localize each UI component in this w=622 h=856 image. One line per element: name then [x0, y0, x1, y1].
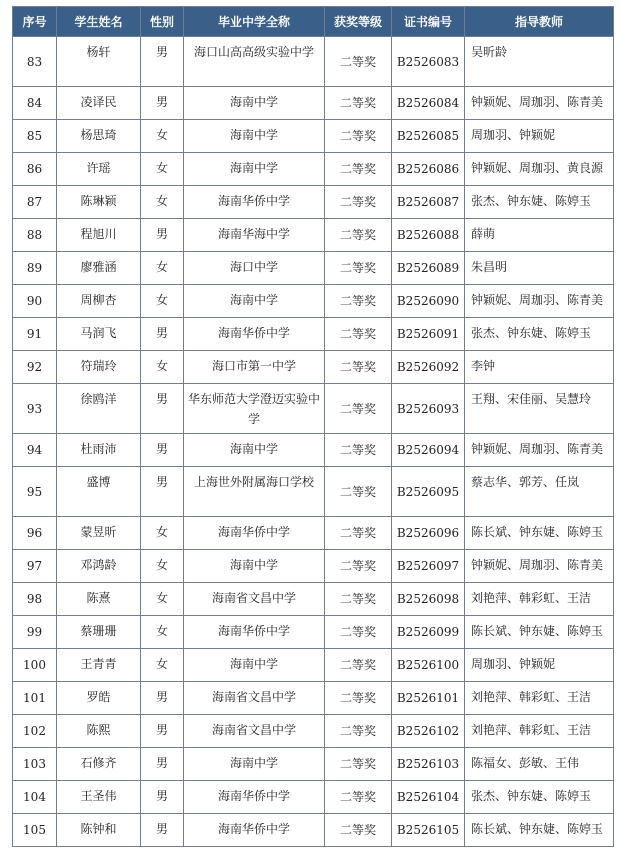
cell-no: 90: [13, 285, 57, 318]
award-table: [12, 6, 614, 847]
cell-teacher: 钟颖妮、周珈羽、陈青美: [465, 434, 614, 467]
cell-teacher: 陈福女、彭敏、王伟: [465, 748, 614, 781]
cell-no: 83: [13, 37, 57, 87]
cell-teacher: 朱昌明: [465, 252, 614, 285]
cell-gender: 男: [141, 219, 184, 252]
cell-no: 97: [13, 550, 57, 583]
cell-cert: B2526105: [392, 814, 465, 847]
cell-no: 102: [13, 715, 57, 748]
cell-award: 二等奖: [325, 120, 392, 153]
cell-name: 陈钟和: [57, 814, 141, 847]
cell-gender: 男: [141, 384, 184, 434]
cell-teacher: 李钟: [465, 351, 614, 384]
cell-no: 103: [13, 748, 57, 781]
cell-gender: 女: [141, 550, 184, 583]
cell-award: 二等奖: [325, 318, 392, 351]
cell-teacher: 王翔、宋佳丽、吴慧玲: [465, 384, 614, 434]
cell-gender: 女: [141, 285, 184, 318]
cell-no: 92: [13, 351, 57, 384]
cell-gender: 男: [141, 814, 184, 847]
header-award: 获奖等级: [325, 7, 392, 37]
header-name: 学生姓名: [57, 7, 141, 37]
cell-school: 海口中学: [184, 252, 325, 285]
cell-school: 海南省文昌中学: [184, 583, 325, 616]
cell-school: 海南中学: [184, 434, 325, 467]
table-row: [13, 550, 614, 583]
cell-teacher: 陈长斌、钟东婕、陈婷玉: [465, 814, 614, 847]
cell-teacher: 刘艳萍、韩彩虹、王洁: [465, 715, 614, 748]
cell-cert: B2526097: [392, 550, 465, 583]
cell-gender: 男: [141, 434, 184, 467]
cell-name: 盛博: [57, 467, 141, 517]
cell-award: 二等奖: [325, 814, 392, 847]
cell-gender: 男: [141, 715, 184, 748]
cell-no: 85: [13, 120, 57, 153]
cell-award: 二等奖: [325, 550, 392, 583]
table-row: [13, 467, 614, 517]
cell-cert: B2526094: [392, 434, 465, 467]
cell-name: 陈熹: [57, 583, 141, 616]
cell-school: 海南华侨中学: [184, 814, 325, 847]
cell-name: 王青青: [57, 649, 141, 682]
cell-no: 96: [13, 517, 57, 550]
cell-award: 二等奖: [325, 87, 392, 120]
table-row: [13, 616, 614, 649]
cell-cert: B2526084: [392, 87, 465, 120]
cell-name: 凌译民: [57, 87, 141, 120]
cell-school: 海南中学: [184, 649, 325, 682]
cell-no: 105: [13, 814, 57, 847]
header-gender: 性别: [141, 7, 184, 37]
cell-award: 二等奖: [325, 715, 392, 748]
cell-school: 海南中学: [184, 748, 325, 781]
cell-name: 周柳杏: [57, 285, 141, 318]
cell-cert: B2526100: [392, 649, 465, 682]
cell-teacher: 钟颖妮、周珈羽、陈青美: [465, 550, 614, 583]
table-row: [13, 252, 614, 285]
cell-teacher: 刘艳萍、韩彩虹、王洁: [465, 583, 614, 616]
cell-cert: B2526099: [392, 616, 465, 649]
cell-teacher: 薛萌: [465, 219, 614, 252]
cell-no: 87: [13, 186, 57, 219]
table-row: [13, 285, 614, 318]
cell-name: 杨思琦: [57, 120, 141, 153]
cell-school: 华东师范大学澄迈实验中学: [184, 384, 325, 434]
table-row: [13, 748, 614, 781]
cell-school: 海口市第一中学: [184, 351, 325, 384]
table-row: [13, 384, 614, 434]
cell-gender: 女: [141, 583, 184, 616]
table-row: [13, 583, 614, 616]
cell-teacher: 张杰、钟东婕、陈婷玉: [465, 781, 614, 814]
cell-school: 海南华侨中学: [184, 616, 325, 649]
cell-cert: B2526083: [392, 37, 465, 87]
table-row: [13, 351, 614, 384]
cell-award: 二等奖: [325, 467, 392, 517]
cell-gender: 男: [141, 318, 184, 351]
cell-gender: 男: [141, 37, 184, 87]
cell-teacher: 钟颖妮、周珈羽、陈青美: [465, 285, 614, 318]
cell-name: 程旭川: [57, 219, 141, 252]
table-row: [13, 517, 614, 550]
cell-cert: B2526101: [392, 682, 465, 715]
cell-gender: 女: [141, 186, 184, 219]
table-row: [13, 682, 614, 715]
cell-award: 二等奖: [325, 616, 392, 649]
cell-no: 95: [13, 467, 57, 517]
cell-no: 104: [13, 781, 57, 814]
cell-school: 海南中学: [184, 285, 325, 318]
cell-cert: B2526088: [392, 219, 465, 252]
cell-gender: 女: [141, 252, 184, 285]
cell-teacher: 钟颖妮、周珈羽、陈青美: [465, 87, 614, 120]
cell-cert: B2526096: [392, 517, 465, 550]
cell-award: 二等奖: [325, 351, 392, 384]
cell-cert: B2526104: [392, 781, 465, 814]
header-school: 毕业中学全称: [184, 7, 325, 37]
cell-cert: B2526086: [392, 153, 465, 186]
cell-name: 陈琳颖: [57, 186, 141, 219]
cell-no: 93: [13, 384, 57, 434]
cell-award: 二等奖: [325, 748, 392, 781]
table-row: [13, 318, 614, 351]
cell-gender: 男: [141, 467, 184, 517]
table-row: [13, 87, 614, 120]
cell-school: 海南华侨中学: [184, 186, 325, 219]
cell-name: 徐鸥洋: [57, 384, 141, 434]
cell-award: 二等奖: [325, 781, 392, 814]
header-teacher: 指导教师: [465, 7, 614, 37]
header-row: [13, 7, 614, 37]
cell-teacher: 周珈羽、钟颖妮: [465, 120, 614, 153]
table-row: [13, 781, 614, 814]
cell-school: 海南省文昌中学: [184, 682, 325, 715]
cell-school: 上海世外附属海口学校: [184, 467, 325, 517]
cell-cert: B2526085: [392, 120, 465, 153]
cell-no: 84: [13, 87, 57, 120]
cell-name: 蔡珊珊: [57, 616, 141, 649]
cell-school: 海南华侨中学: [184, 781, 325, 814]
cell-cert: B2526090: [392, 285, 465, 318]
cell-award: 二等奖: [325, 37, 392, 87]
cell-school: 海口山高高级实验中学: [184, 37, 325, 87]
cell-cert: B2526087: [392, 186, 465, 219]
table-row: [13, 120, 614, 153]
cell-cert: B2526089: [392, 252, 465, 285]
cell-name: 罗皓: [57, 682, 141, 715]
cell-gender: 女: [141, 120, 184, 153]
cell-teacher: 周珈羽、钟颖妮: [465, 649, 614, 682]
cell-award: 二等奖: [325, 517, 392, 550]
table-row: [13, 715, 614, 748]
cell-no: 99: [13, 616, 57, 649]
cell-award: 二等奖: [325, 434, 392, 467]
cell-gender: 男: [141, 682, 184, 715]
cell-no: 91: [13, 318, 57, 351]
cell-name: 廖雅涵: [57, 252, 141, 285]
cell-school: 海南华侨中学: [184, 517, 325, 550]
cell-school: 海南华海中学: [184, 219, 325, 252]
cell-name: 马润飞: [57, 318, 141, 351]
cell-teacher: 陈长斌、钟东婕、陈婷玉: [465, 517, 614, 550]
cell-name: 杨轩: [57, 37, 141, 87]
cell-name: 石修齐: [57, 748, 141, 781]
cell-school: 海南省文昌中学: [184, 715, 325, 748]
cell-award: 二等奖: [325, 583, 392, 616]
cell-gender: 女: [141, 649, 184, 682]
cell-no: 94: [13, 434, 57, 467]
cell-gender: 男: [141, 87, 184, 120]
table-row: [13, 434, 614, 467]
cell-teacher: 张杰、钟东婕、陈婷玉: [465, 186, 614, 219]
cell-teacher: 吴昕龄: [465, 37, 614, 87]
cell-name: 邓鸿龄: [57, 550, 141, 583]
header-no: 序号: [13, 7, 57, 37]
cell-name: 王圣伟: [57, 781, 141, 814]
cell-school: 海南中学: [184, 550, 325, 583]
cell-cert: B2526093: [392, 384, 465, 434]
cell-school: 海南华侨中学: [184, 318, 325, 351]
cell-cert: B2526103: [392, 748, 465, 781]
cell-name: 符瑞玲: [57, 351, 141, 384]
cell-award: 二等奖: [325, 682, 392, 715]
cell-gender: 男: [141, 748, 184, 781]
cell-no: 89: [13, 252, 57, 285]
cell-school: 海南中学: [184, 87, 325, 120]
header-cert: 证书编号: [392, 7, 465, 37]
cell-teacher: 陈长斌、钟东婕、陈婷玉: [465, 616, 614, 649]
cell-cert: B2526095: [392, 467, 465, 517]
table-row: [13, 153, 614, 186]
cell-teacher: 刘艳萍、韩彩虹、王洁: [465, 682, 614, 715]
cell-teacher: 钟颖妮、周珈羽、黄良源: [465, 153, 614, 186]
cell-cert: B2526098: [392, 583, 465, 616]
cell-cert: B2526092: [392, 351, 465, 384]
table-row: [13, 186, 614, 219]
table-row: [13, 649, 614, 682]
cell-school: 海南中学: [184, 120, 325, 153]
cell-name: 蒙昱昕: [57, 517, 141, 550]
cell-award: 二等奖: [325, 186, 392, 219]
table-row: [13, 37, 614, 87]
cell-cert: B2526091: [392, 318, 465, 351]
cell-award: 二等奖: [325, 153, 392, 186]
cell-name: 杜雨沛: [57, 434, 141, 467]
cell-award: 二等奖: [325, 252, 392, 285]
cell-cert: B2526102: [392, 715, 465, 748]
cell-award: 二等奖: [325, 219, 392, 252]
cell-no: 100: [13, 649, 57, 682]
cell-teacher: 蔡志华、郭芳、任岚: [465, 467, 614, 517]
table-row: [13, 814, 614, 847]
cell-school: 海南中学: [184, 153, 325, 186]
cell-gender: 女: [141, 153, 184, 186]
cell-name: 许瑶: [57, 153, 141, 186]
cell-teacher: 张杰、钟东婕、陈婷玉: [465, 318, 614, 351]
cell-award: 二等奖: [325, 384, 392, 434]
cell-gender: 男: [141, 781, 184, 814]
cell-award: 二等奖: [325, 285, 392, 318]
cell-no: 101: [13, 682, 57, 715]
cell-gender: 女: [141, 616, 184, 649]
table-row: [13, 219, 614, 252]
cell-gender: 女: [141, 517, 184, 550]
cell-no: 86: [13, 153, 57, 186]
cell-award: 二等奖: [325, 649, 392, 682]
cell-no: 98: [13, 583, 57, 616]
cell-name: 陈熙: [57, 715, 141, 748]
cell-gender: 女: [141, 351, 184, 384]
cell-no: 88: [13, 219, 57, 252]
